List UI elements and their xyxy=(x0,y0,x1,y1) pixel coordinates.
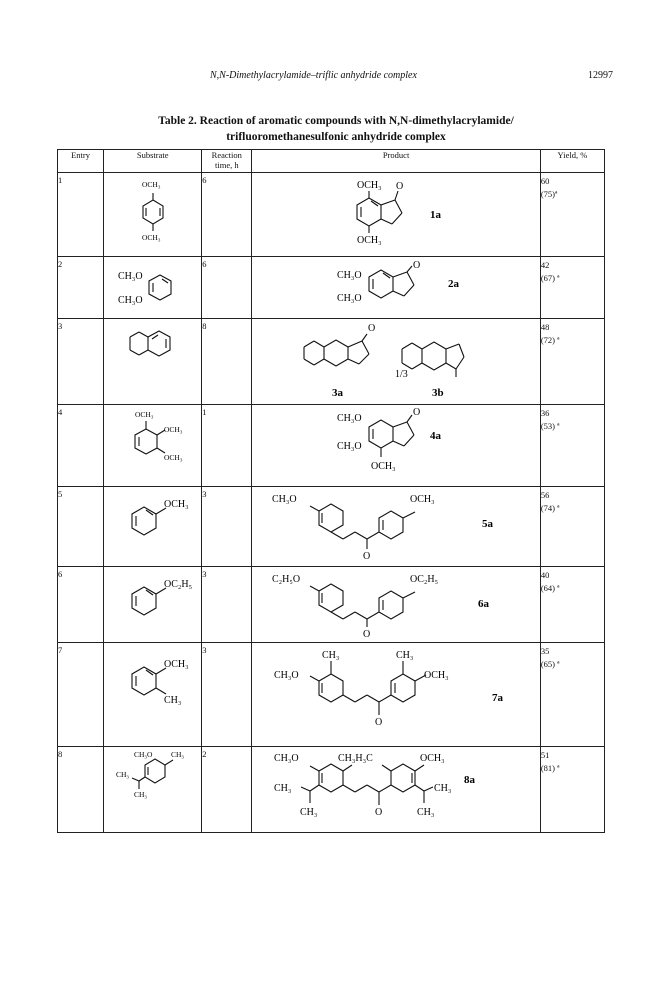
table-row xyxy=(58,567,605,643)
time-cell xyxy=(202,405,252,487)
carbonyl-label: O xyxy=(368,323,376,334)
substrate-label: CH₃ xyxy=(164,695,182,706)
table-row xyxy=(58,747,605,833)
substrate-label: CH₃ xyxy=(171,750,185,759)
substrate-label: CH₃O xyxy=(134,750,153,759)
product-structure xyxy=(252,319,540,403)
yield-alt: (53) ª xyxy=(540,421,560,431)
yield-alt: (65) ª xyxy=(540,659,560,669)
reaction-time: 6 xyxy=(202,175,207,185)
entry-cell xyxy=(58,319,104,405)
carbonyl-label: O xyxy=(363,551,371,562)
yield-cell xyxy=(540,319,604,405)
time-cell xyxy=(202,643,252,747)
table-row xyxy=(58,643,605,747)
yield-value: 60 xyxy=(540,176,550,186)
product-cell xyxy=(252,173,541,257)
product-label: CH₃O xyxy=(337,270,362,281)
results-table xyxy=(57,149,605,833)
substrate-label: OCH₃ xyxy=(135,410,154,419)
substrate-cell xyxy=(104,319,202,405)
reaction-time: 3 xyxy=(202,489,207,499)
yield-value: 40 xyxy=(540,570,550,580)
carbonyl-label: O xyxy=(413,260,421,271)
entry-number: 8 xyxy=(58,749,63,759)
substrate-cell xyxy=(104,173,202,257)
product-structure xyxy=(252,643,540,745)
yield-value: 48 xyxy=(540,322,550,332)
substrate-cell xyxy=(104,257,202,319)
product-structure xyxy=(252,405,540,485)
substrate-label: OCH₃ xyxy=(142,233,161,242)
product-label: OCH₃ xyxy=(420,753,445,764)
yield-alt: (67) ª xyxy=(540,273,560,283)
product-structure xyxy=(252,747,540,831)
col-time-line2: time, h xyxy=(214,160,239,170)
compound-label: 5a xyxy=(482,518,494,530)
product-label: CH₃ xyxy=(300,807,318,818)
product-cell xyxy=(252,567,541,643)
substrate-structure xyxy=(104,643,202,745)
yield-value: 35 xyxy=(540,646,550,656)
substrate-label: OCH₃ xyxy=(164,659,189,670)
col-product: Product xyxy=(252,150,541,173)
product-cell xyxy=(252,257,541,319)
entry-cell xyxy=(58,173,104,257)
product-label: OCH₃ xyxy=(371,461,396,472)
product-label: CH₃ xyxy=(417,807,435,818)
yield-cell xyxy=(540,747,604,833)
substrate-structure xyxy=(104,747,202,831)
product-cell xyxy=(252,487,541,567)
product-label: CH₃ xyxy=(274,783,292,794)
yield-value: 51 xyxy=(540,750,550,760)
yield-cell xyxy=(540,567,604,643)
table-row xyxy=(58,173,605,257)
time-cell xyxy=(202,567,252,643)
entry-cell xyxy=(58,257,104,319)
product-cell xyxy=(252,405,541,487)
substrate-label: OCH₃ xyxy=(142,180,161,189)
table-caption xyxy=(0,113,672,145)
carbonyl-label: O xyxy=(413,407,421,418)
substrate-label: CH₃O xyxy=(118,295,143,306)
substrate-structure xyxy=(104,319,202,403)
entry-number: 2 xyxy=(58,259,63,269)
substrate-cell xyxy=(104,567,202,643)
yield-cell xyxy=(540,487,604,567)
substrate-label: OC₂H₅ xyxy=(164,579,193,590)
yield-cell xyxy=(540,257,604,319)
product-label: CH₃O xyxy=(274,753,299,764)
compound-label: 7a xyxy=(492,692,504,704)
reaction-time: 2 xyxy=(202,749,207,759)
page-number: 12997 xyxy=(588,70,613,81)
running-header xyxy=(0,70,672,86)
product-label: OCH₃ xyxy=(424,670,449,681)
table-header-row xyxy=(58,150,605,173)
entry-number: 4 xyxy=(58,407,63,417)
yield-value: 42 xyxy=(540,260,550,270)
entry-number: 7 xyxy=(58,645,63,655)
substrate-label: OCH₃ xyxy=(164,425,183,434)
product-structure xyxy=(252,173,540,255)
reaction-time: 3 xyxy=(202,645,207,655)
entry-cell xyxy=(58,747,104,833)
yield-cell xyxy=(540,405,604,487)
product-label: OCH₃ xyxy=(357,235,382,246)
compound-label: 1a xyxy=(430,209,442,221)
entry-number: 5 xyxy=(58,489,63,499)
substrate-structure xyxy=(104,405,202,485)
col-substrate: Substrate xyxy=(104,150,202,173)
product-label: CH₃O xyxy=(337,293,362,304)
substrate-cell xyxy=(104,487,202,567)
reaction-time: 8 xyxy=(202,321,207,331)
product-label: CH₃O xyxy=(337,441,362,452)
reaction-time: 3 xyxy=(202,569,207,579)
time-cell xyxy=(202,257,252,319)
substrate-structure xyxy=(104,487,202,565)
entry-cell xyxy=(58,487,104,567)
time-cell xyxy=(202,173,252,257)
substrate-structure xyxy=(104,567,202,641)
yield-alt: (74) ª xyxy=(540,503,560,513)
substrate-label: CH₃O xyxy=(118,271,143,282)
compound-label: 2a xyxy=(448,278,460,290)
yield-alt: (72) ª xyxy=(540,335,560,345)
product-structure xyxy=(252,567,540,641)
methyl-label: CH₃ xyxy=(322,650,340,661)
product-label: OCH₃ xyxy=(357,180,382,191)
entry-number: 3 xyxy=(58,321,63,331)
col-time-line1: Reaction xyxy=(211,150,242,160)
carbonyl-label: O xyxy=(396,181,404,192)
compound-label: 8a xyxy=(464,774,476,786)
substrate-cell xyxy=(104,643,202,747)
product-cell xyxy=(252,319,541,405)
col-entry: Entry xyxy=(58,150,104,173)
entry-cell xyxy=(58,567,104,643)
product-structure xyxy=(252,487,540,565)
substrate-label: OCH₃ xyxy=(164,453,183,462)
entry-cell xyxy=(58,405,104,487)
ratio-label: 1/3 xyxy=(395,369,409,380)
time-cell xyxy=(202,747,252,833)
col-yield: Yield, % xyxy=(540,150,604,173)
time-cell xyxy=(202,487,252,567)
compound-label: 4a xyxy=(430,430,442,442)
substrate-cell xyxy=(104,747,202,833)
time-cell xyxy=(202,319,252,405)
yield-alt: (81) ª xyxy=(540,763,560,773)
product-label: CH₃O xyxy=(272,494,297,505)
yield-cell xyxy=(540,643,604,747)
entry-cell xyxy=(58,643,104,747)
caption-line-1: Table 2. Reaction of aromatic compounds with N,N-dimethylacrylamide/ xyxy=(158,115,514,127)
product-label: CH₃O xyxy=(274,670,299,681)
product-label: C₂H₅O xyxy=(272,574,301,585)
running-title: N,N-Dimethylacrylamide–triflic anhydride complex xyxy=(210,70,417,81)
product-label: OCH₃ xyxy=(410,494,435,505)
product-label: OC₂H₅ xyxy=(410,574,439,585)
carbonyl-label: O xyxy=(375,717,383,728)
compound-label: 6a xyxy=(478,598,490,610)
product-cell xyxy=(252,747,541,833)
col-time xyxy=(202,150,252,173)
product-label: CH₃ xyxy=(434,783,452,794)
table-row xyxy=(58,487,605,567)
carbonyl-label: O xyxy=(375,807,383,818)
substrate-label: OCH₃ xyxy=(164,499,189,510)
methyl-label: CH₃ xyxy=(396,650,414,661)
product-structure xyxy=(252,257,540,317)
entry-number: 1 xyxy=(58,175,63,185)
compound-label: 3a xyxy=(332,387,344,399)
carbonyl-label: O xyxy=(363,629,371,640)
substrate-structure xyxy=(104,173,202,255)
yield-alt: (75)ª xyxy=(540,189,558,199)
substrate-label: CH₃ xyxy=(116,770,130,779)
yield-value: 36 xyxy=(540,408,550,418)
yield-cell xyxy=(540,173,604,257)
reaction-time: 1 xyxy=(202,407,207,417)
table-row xyxy=(58,257,605,319)
product-label: CH₃H₃C xyxy=(338,753,374,764)
substrate-label: CH₃ xyxy=(134,790,148,799)
product-cell xyxy=(252,643,541,747)
table-row xyxy=(58,319,605,405)
table-row xyxy=(58,405,605,487)
reaction-time: 6 xyxy=(202,259,207,269)
yield-alt: (64) ª xyxy=(540,583,560,593)
yield-value: 56 xyxy=(540,490,550,500)
substrate-cell xyxy=(104,405,202,487)
entry-number: 6 xyxy=(58,569,63,579)
caption-line-2: trifluoromethanesulfonic anhydride complex xyxy=(226,131,446,143)
product-label: CH₃O xyxy=(337,413,362,424)
substrate-structure xyxy=(104,257,202,317)
compound-label-b: 3b xyxy=(432,387,444,399)
